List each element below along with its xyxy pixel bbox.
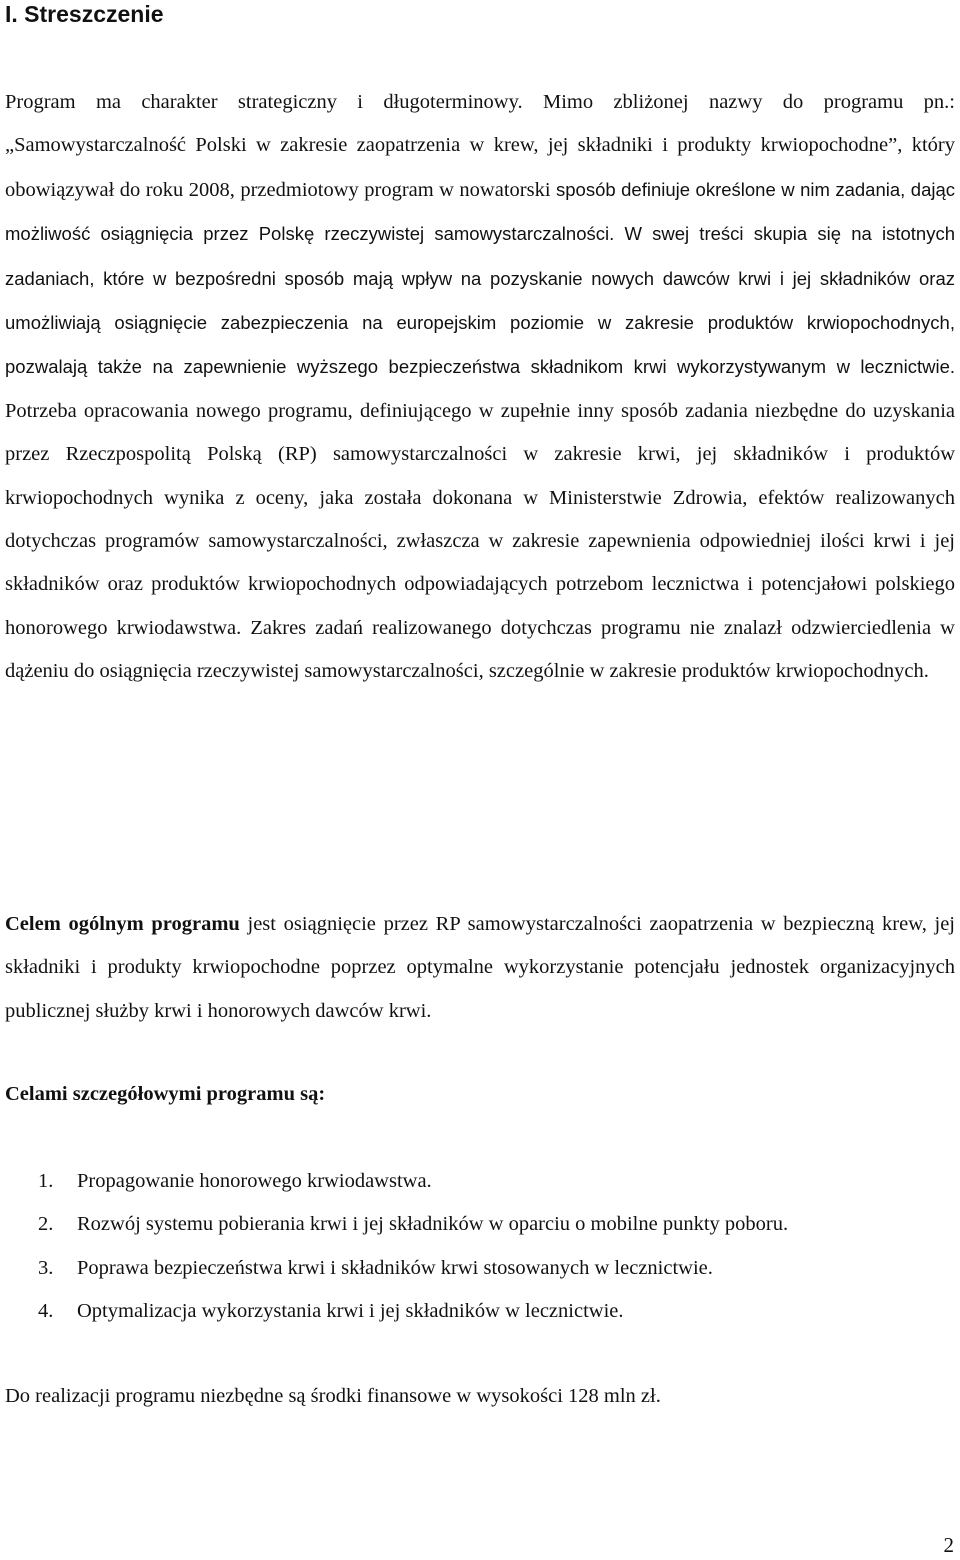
list-item [0,1247,960,1290]
summary-text-part-2: sposób definiuje określone w nim zadania, dając możliwość osiągnięcia przez Polskę rzeczywistej samowystarczalności. [5,178,956,245]
summary-text-part-1: Program ma charakter strategiczny i długoterminowy. Mimo zbliżonej nazwy do programu pn.: „Samowystarczalność Polski w zakresie zaopatrzenia w krew, jej składniki i produkty krwiopochodne”, który obowiązywał do roku 2008, przedmiotowy program w nowatorski [5,91,955,201]
list-item-text: Propagowanie honorowego krwiodawstwa. [77,1170,432,1192]
specific-goals-list [0,1160,960,1334]
list-item-number: 2. [38,1213,54,1236]
list-item-number: 4. [38,1300,54,1323]
page-number: 2 [943,1533,954,1557]
list-item-text: Optymalizacja wykorzystania krwi i jej składników w lecznictwie. [77,1300,624,1323]
list-item-text: Poprawa bezpieczeństwa krwi i składników krwi stosowanych w lecznictwie. [77,1256,713,1279]
list-item [0,1203,960,1246]
summary-paragraph [5,81,955,694]
general-goal-label: Celem ogólnym programu [5,913,240,935]
funding-statement: Do realizacji programu niezbędne są środki finansowe w wysokości 128 mln zł. [5,1385,661,1407]
general-goal-paragraph [5,903,955,1033]
list-item-number: 1. [38,1170,54,1192]
list-item [0,1290,960,1333]
general-goal-text: jest osiągnięcie przez RP samowystarczalności zaopatrzenia w bezpieczną krew, jej składniki i produkty krwiopochodne poprzez optymalne wykorzystanie potencjału jednostek organizacyjnych publicznej służby krwi i honorowych dawców krwi. [5,913,956,1022]
specific-goals-heading: Celami szczegółowymi programu są: [5,1083,326,1105]
list-item-text: Rozwój systemu pobierania krwi i jej składników w oparciu o mobilne punkty poboru. [77,1213,789,1236]
list-item-number: 3. [38,1256,54,1279]
summary-text-part-4: Potrzeba opracowania nowego programu, definiującego w zupełnie inny sposób zadania niezbędne do uzyskania przez Rzeczpospolitą Polską (RP) samowystarczalności w zakresie krwi, jej składników i produktów krwiopochodnych wynika z oceny, jaka została dokonana w Ministerstwie Zdrowia, efektów realizowanych dotychczas programów samowystarczalności, zwłaszcza w zakresie zapewnienia odpowiedniej ilości krwi i jej składników oraz produktów krwiopochodnych odpowiadających potrzebom lecznictwa i potencjałowi polskiego honorowego krwiodawstwa. Zakres zadań realizowanego dotychczas programu nie znalazł odzwierciedlenia w dążeniu do osiągnięcia rzeczywistej samowystarczalności, szczególnie w zakresie produktów krwiopochodnych. [5,399,955,683]
summary-text-part-3: W swej treści skupia się na istotnych zadaniach, które w bezpośredni sposób mają wpływ na pozyskanie nowych dawców krwi i jej składników oraz umożliwiają osiągnięcie zabezpieczenia na europejskim poziomie w zakresie produktów krwiopochodnych, pozwalają także na zapewnienie wyższego bezpieczeństwa składnikom krwi wykorzystywanym w lecznictwie. [5,223,955,378]
section-heading: I. Streszczenie [5,1,164,27]
list-item [0,1160,960,1203]
